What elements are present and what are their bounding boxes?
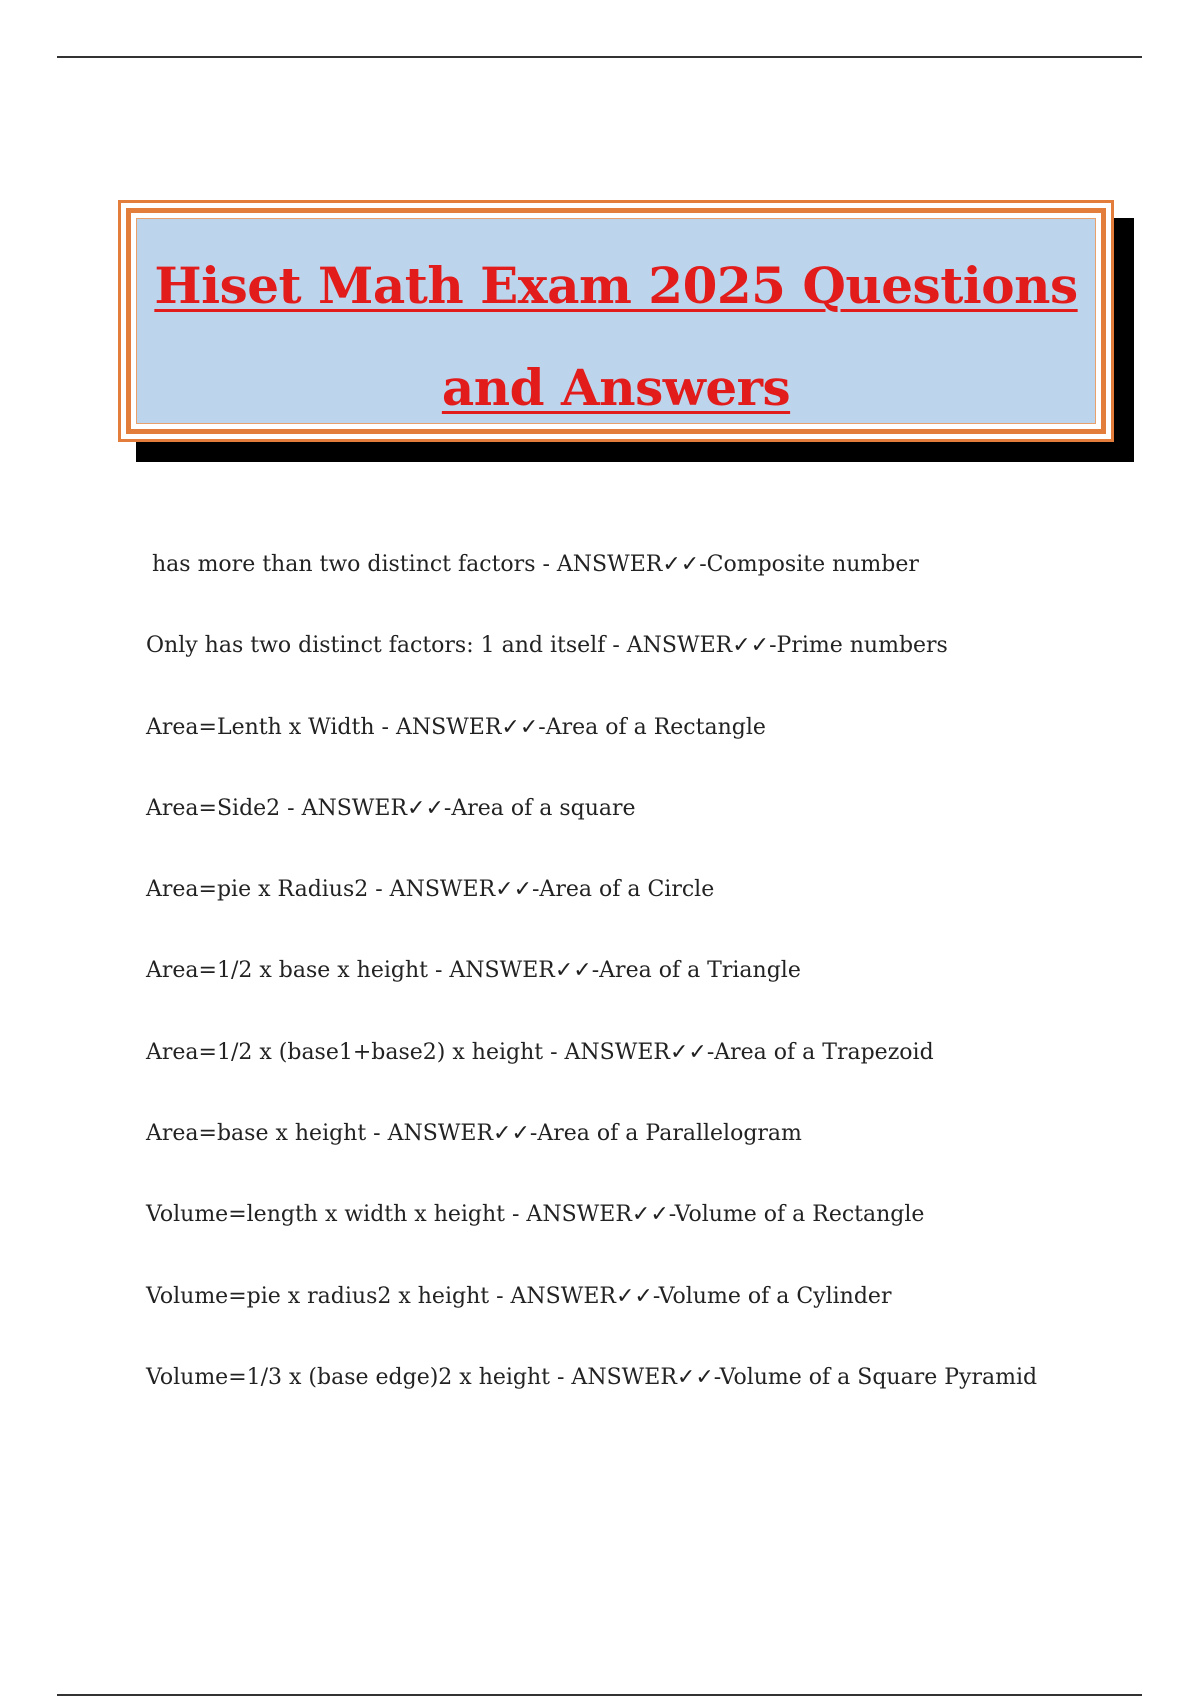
qa-item: Only has two distinct factors: 1 and itself - ANSWER✓✓-Prime numbers [146, 633, 948, 659]
qa-item: has more than two distinct factors - ANSWER✓✓-Composite number [152, 552, 919, 577]
qa-item: Area=pie x Radius2 - ANSWER✓✓-Area of a Circle [146, 877, 715, 903]
qa-item: Volume=1/3 x (base edge)2 x height - ANSWER✓✓-Volume of a Square Pyramid [146, 1364, 1038, 1390]
qa-item: Volume=pie x radius2 x height - ANSWER✓✓-Volume of a Cylinder [146, 1283, 892, 1309]
document-title [137, 235, 1095, 439]
qa-item: Area=1/2 x base x height - ANSWER✓✓-Area of a Triangle [146, 958, 801, 984]
qa-item: Volume=length x width x height - ANSWER✓✓-Volume of a Rectangle [146, 1202, 925, 1228]
footer-rule [57, 1694, 1142, 1696]
qa-item: Area=base x height - ANSWER✓✓-Area of a Parallelogram [146, 1121, 802, 1147]
title-banner-inner-border [126, 208, 1106, 434]
qa-item: Area=Side2 - ANSWER✓✓-Area of a square [146, 795, 636, 821]
qa-item: Area=Lenth x Width - ANSWER✓✓-Area of a Rectangle [146, 714, 766, 740]
qa-list [146, 548, 1126, 1442]
title-banner-fill [136, 218, 1096, 424]
qa-item: Area=1/2 x (base1+base2) x height - ANSWER✓✓-Area of a Trapezoid [146, 1039, 934, 1065]
title-line-2: and Answers [441, 358, 791, 417]
title-banner [118, 200, 1114, 442]
title-line-1: Hiset Math Exam 2025 Questions [154, 256, 1078, 315]
header-rule [57, 56, 1142, 58]
